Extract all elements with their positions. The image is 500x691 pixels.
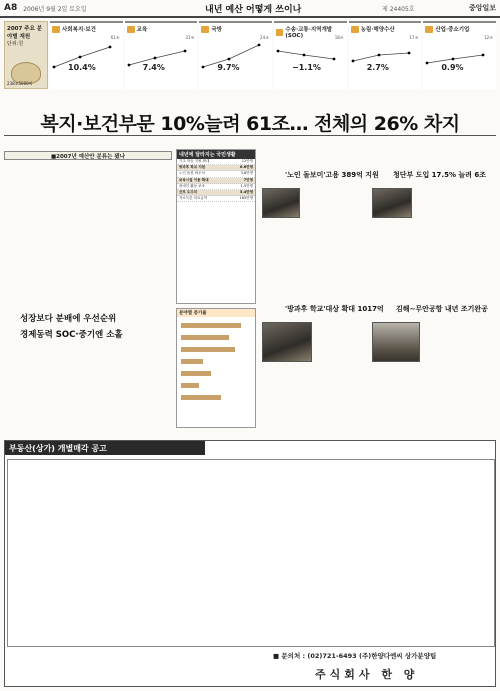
defense-icon xyxy=(201,26,209,33)
stat-label: 수송·교통·지역개발(SOC) xyxy=(285,27,333,39)
life-change-table xyxy=(176,149,256,304)
table-row: 방과후 학교 지원 6.6만명 xyxy=(177,165,255,171)
ad-contact: ■ 문의처 : (02)721-6493 (주)한양다엔씨 상가분양팀 xyxy=(273,652,437,660)
intro-unit: 단위:원 xyxy=(7,41,24,47)
stat-note: 24조 xyxy=(260,35,270,40)
stat-note: 31조 xyxy=(185,35,195,40)
infographic-intro xyxy=(4,21,48,89)
airport-photo xyxy=(372,322,420,362)
article-headline: 청단부 도입 17.5% 늘려 6조 xyxy=(393,171,486,179)
table-row: 장애인 활동 보조 1.5만명 xyxy=(177,184,255,190)
stat-value: 2.7% xyxy=(366,63,389,72)
body-text-column xyxy=(90,346,172,436)
issue-number: 제 24405호 xyxy=(382,5,415,13)
article-headline: '방과후 학교'대상 확대 1017억 xyxy=(285,305,384,313)
section-title: 내년 예산 어떻게 쓰이나 xyxy=(205,4,302,15)
table-row: 기초 학습 지원 확대 12만명 xyxy=(177,159,255,165)
main-headline: 복지·보건부문 10%늘려 61조… 전체의 26% 차지 xyxy=(40,113,460,135)
stat-cell xyxy=(274,21,347,89)
publisher-logo: 중앙일보 xyxy=(468,4,496,12)
subway-photo xyxy=(372,188,412,218)
stat-cell xyxy=(199,21,272,89)
budget-infographic xyxy=(4,21,496,89)
section-headline: 성장보다 분배에 우선순위 xyxy=(20,314,117,324)
subhead-box: ■2007년 예산안 분류는 됐나 xyxy=(4,151,172,160)
body-text-column xyxy=(90,163,172,303)
ad-company: 주식회사 한 양 xyxy=(315,668,419,681)
industry-icon xyxy=(425,26,433,33)
education-icon xyxy=(127,26,135,33)
stat-label: 국방 xyxy=(211,27,222,33)
issue-date: 2006년 9월 2일 토요일 xyxy=(23,5,87,13)
real-estate-ad xyxy=(4,440,496,687)
bar-group xyxy=(177,317,255,417)
table-row: 저소득층 의료급여 185만명 xyxy=(177,196,255,202)
stat-value: 0.9% xyxy=(441,63,464,72)
body-text-column xyxy=(416,188,496,288)
stat-value: 10.4% xyxy=(68,63,96,72)
agriculture-icon xyxy=(351,26,359,33)
table-row: 산모 도우미 5.4만명 xyxy=(177,190,255,196)
stat-cell xyxy=(50,21,123,89)
body-text-column xyxy=(4,346,86,436)
chart-title: 분야별 증가율 xyxy=(177,309,255,317)
page-number: A8 xyxy=(4,3,18,13)
table-row: 노인 돌봄 바우처 3.8만명 xyxy=(177,171,255,177)
stat-value: 7.4% xyxy=(142,63,165,72)
page-header xyxy=(0,0,500,18)
article-headline: '노인 돌보미'고용 389억 지원 xyxy=(285,171,379,179)
stat-value: 9.7% xyxy=(217,63,240,72)
intro-title: 2007 주요 분야별 재원 xyxy=(7,26,43,40)
growth-bar-chart xyxy=(176,308,256,428)
stat-label: 사회복지·보건 xyxy=(62,27,96,33)
intro-amount: 238조5000억 xyxy=(7,81,33,86)
stat-cell xyxy=(349,21,422,89)
welfare-icon xyxy=(52,26,60,33)
body-text-column xyxy=(260,138,496,162)
stat-cell xyxy=(125,21,198,89)
stat-note: 18조 xyxy=(334,35,344,40)
school-photo xyxy=(262,322,312,362)
stat-note: 61조 xyxy=(110,35,120,40)
stat-label: 교육 xyxy=(136,27,148,33)
divider xyxy=(4,135,496,136)
ad-listing-table xyxy=(7,459,495,647)
ad-title: 부동산(상가) 개별매각 공고 xyxy=(5,441,205,455)
body-text-column xyxy=(304,188,368,288)
stat-note: 12조 xyxy=(484,35,494,40)
stat-label: 농림·해양수산 xyxy=(360,27,395,33)
table-row: 보육시설 이용 확대 7만명 xyxy=(177,178,255,184)
table-title: 내년에 달라지는 국민생활 xyxy=(177,150,255,159)
body-text-column xyxy=(4,163,86,303)
stat-value: −1.1% xyxy=(292,63,321,72)
article-headline: 김해~무안공항 내년 조기완공 xyxy=(396,305,488,313)
stat-cell xyxy=(423,21,496,89)
section-headline: 경제동력 SOC·중기엔 소홀 xyxy=(20,330,123,340)
stat-label: 산업·중소기업 xyxy=(435,27,470,33)
stat-note: 17조 xyxy=(409,35,419,40)
elderly-photo xyxy=(262,188,300,218)
